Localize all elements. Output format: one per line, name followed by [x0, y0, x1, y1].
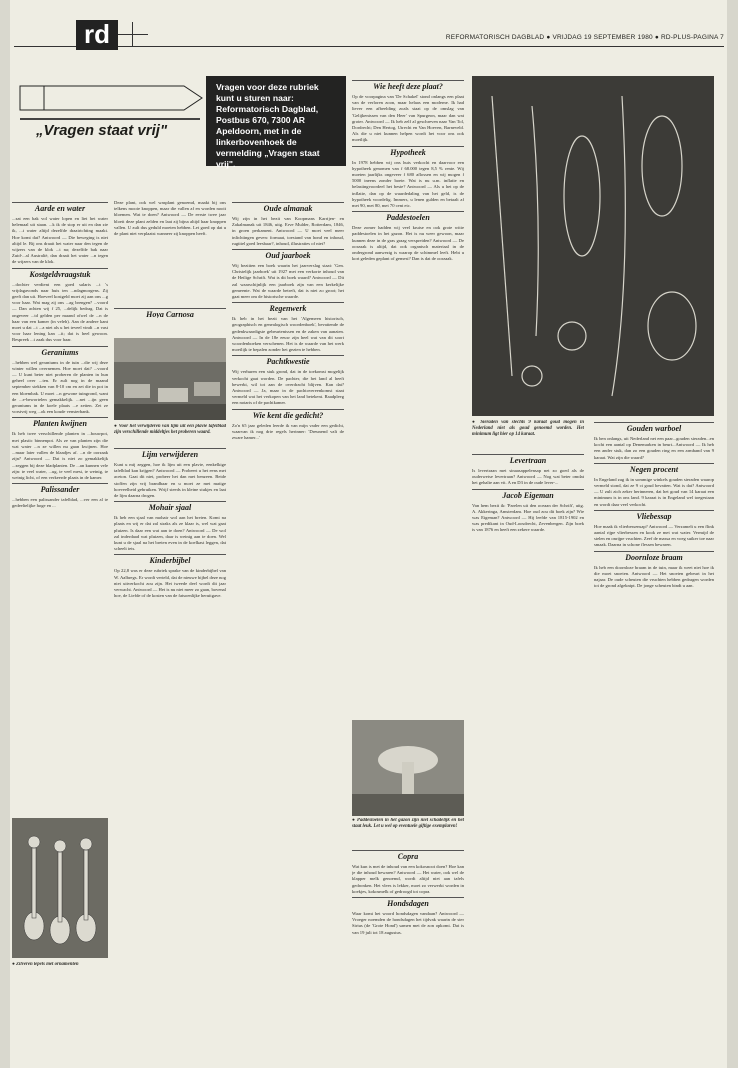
heading-levertraan: Levertraan	[472, 454, 584, 466]
heading-paddestoelen: Paddestoelen	[352, 211, 464, 223]
jewelry-illustration	[472, 76, 714, 416]
text-hondsdagen: Waar komt het woord hondsdagen vandaan? Antwoord — Vroeger noemden de hondsdagen het tijdvak waarin de ster Sirius (de 'Grote Hond') samen met de zon opkomt. Dat is van 19 juli tot 18 augustus.	[352, 911, 464, 935]
heading-pachtkwestie: Pachtkwestie	[232, 355, 344, 367]
text-aarde: ...zat een bak vol water lopen en liet het water helemaal uit staan. ...k ik de stop er uit en dan zie ik, ...t water altijd dezelfde draairichting maakt. Hoe komt dat? Antwoord — Die beweging is niet altijd le. Bij ons draait het water naar den tegen de wijzers van de klok ...t na; dezelfde bak naar Zuid-...al Australië, dan draait het water ...n tegen de wijzers van de klok.	[12, 216, 108, 265]
column-6	[594, 420, 714, 1048]
text-jacob: Van hem bezit ik: 'Parelen uit den oceaan der Schrift', uitg. A. Akkeringa, Amsterdam. Hoe oud zou dit boek zijn? Wie was Eigeman? Antwoord — Hij leefde van 1815-1902 en was predikant in Oud-Loosdrecht, Zevenbergen. Zijn boek is van 1876 en heeft een zekere waarde.	[472, 502, 584, 533]
heading-palissander: Palissander	[12, 483, 108, 495]
spoons-illustration	[12, 818, 108, 958]
heading-negen: Negen procent	[594, 463, 714, 475]
column-2-top	[114, 200, 226, 315]
text-lijm: Kunt u mij zeggen, hoe ik lijm uit een plavie, eenkelkige tafelblad kan krijgen? Antwoord — Probeert u het eens met aceton. Gaat dit niet, probeer het dan met benzeen. Beide stoffen zijn vrij brandbaar en u moet ze met matige hoeveelheid gebruiken. Wrijf steeds in kleine stukjes en laat de lijm daarna drogen.	[114, 462, 226, 499]
text-regenwerk: Ik heb in het bezit van het 'Algemeen historisch, geographisch en genealogisch woordenboek', bevattende de gedenkwaardigste gebeurtenissen en de zaken van aanzien. Antwoord — In de 18e eeuw zijn heel wat van dit soort woordenboeken verschenen. Het is de waarde van het werk moeilijk te bepalen zonder het gezien te hebben.	[232, 316, 344, 353]
caption-hoya: ● Voor het verwijderen van lijm uit een plavie tafelblad zijn verschillende middeltjes het proberen waard.	[114, 424, 226, 435]
column-2	[114, 446, 226, 1050]
heading-mohair: Mohair sjaal	[114, 501, 226, 513]
text-levertraan: Is levertraan met sinaasappelensap net zo goed als de ouderwetse levertraan? Antwoord — Nog wat beter omdat het gehalte aan vit. A en D3 in de oude lever-...	[472, 468, 584, 486]
text-goud: Ik ben onlangs, uit Nederland net een paar...gouden sieraden...en kocht een aantal op Denemarken in beurt...Antwoord — Ik heb een ander stuk, dan zo een gouden ring en een armband van 9 karaat. Wat zijn die waard?	[594, 436, 714, 460]
heading-vliebessap: Vliebessap	[594, 510, 714, 522]
column-4-bottom	[352, 848, 464, 1048]
heading-doornloze: Doornloze braam	[594, 551, 714, 563]
logo-cross-vline	[132, 22, 133, 46]
heading-lijm: Lijm verwijderen	[114, 448, 226, 460]
page-edge	[727, 0, 738, 1068]
caption-paddestoel: ● Paddestoelen in het gazon zijn niet schadelijk en het staat leuk. Let u wel op eventuele giftige exemplaren!	[352, 818, 464, 829]
logo-cross-line	[118, 34, 148, 35]
heading-goud: Gouden warboel	[594, 422, 714, 434]
text-almanak: Wij zijn in het bezit van Koopmans Karrijen- en Zakalmanak uit 1846, uitg. Erve Mulder, Rotterdam, 1846, in groen perkament. Antwoord — U moet veel meer inlichtingen geven: formaat, toestand van hond en inhoud, rugtitel goed leesbaar?, inhoud, illustraties of niet?	[232, 216, 344, 246]
rd-logo: rd	[76, 20, 118, 50]
hoya-heading-wrap	[114, 306, 226, 318]
feature-title: „Vragen staat vrij"	[36, 122, 168, 139]
column-4	[352, 78, 464, 718]
text-pachtkwestie: Wij verhuren een stuk grond, dat in de toekomst mogelijk verkocht gaat worden. De pachter, die het land al heeft bewerkt, wil tot aan de overdracht blijven. Kan dat? Antwoord — Ja, maar in de pachtovereenkomst staat vermeld wat het verkopen van het land betekent. Raadpleeg een notaris of de pachtkamer.	[232, 369, 344, 406]
mushroom-illustration	[352, 720, 464, 816]
spoons-photo	[12, 818, 108, 958]
text-kostgeld: ...dochter verdient een goed salaris ...t 's vrijdagavonds naar huis ten ...ndagmorgens. Zij geeft dan uit. Hoeveel kostgeld moet zij aan ons ...g voor haar. Wat mag zij ons ...ag brengen? ...voord — Dan achten wij f 25, ...delijk bedrag. Dat is ongeveer ...td gelden per maand ofwel de ...n de haar van een kamer (in veleh). Aan de andere kant moet u dat ...t ...a niet als u het teveel vindt ...n vast voor haar lening kan ...it; dat is heel gewoon. Bespreek ...t zaak dus voor haar.	[12, 281, 108, 343]
heading-geraniums: Geraniums	[12, 346, 108, 358]
column-3	[232, 200, 344, 1050]
heading-regenwerk: Regenwerk	[232, 302, 344, 314]
heading-hypotheek: Hypotheek	[352, 146, 464, 158]
heading-wiekent: Wie kent die gedicht?	[232, 409, 344, 421]
heading-jaarboek: Oud jaarboek	[232, 249, 344, 261]
heading-almanak: Oude almanak	[232, 202, 344, 214]
restaurant-illustration	[114, 338, 226, 420]
column-5	[472, 452, 584, 1048]
text-negen: In Engeland zag ik in sommige winkels gouden sieraden waarop vermeld stond, dat ze 9 ct goud bevatten. Wat is dat? Antwoord — U zult zich zeker herinneren, dat het goud van 14 karaat een minimum is in ons land. 9 karaat is in Engeland wel toegestaan en wordt daar veel verkocht.	[594, 476, 714, 507]
jewelry-photo	[472, 76, 714, 416]
text-hypotheek: In 1978 hebben wij ons huis verkocht en daarvoor een hypotheek genomen van f 68.000 tegen 8,5 % rente. Wij moeten jaarlijks ongeveer f 680 aflossen en wij mogen f 5000 ineens zonder boete. Wat is nu u.m. inflatie en belastingvoordeel het beste? Antwoord — Als u het op de inflatie, dan op de waardedaling van het geld, is de hypotheek voordelig. Immers, u lenen gulden en betaalt af met 90, met 80, met 70 cent etc.	[352, 159, 464, 209]
text-copra: Wat kun is met de inhoud van een kokosnoot doen? Hoe kan je die inhoud bewaren? Antwoord — Het water, ook wel de klapper melk genoemd, wordt altijd niet aan tafels gedronken. Het vlees is lekker, moet zo verwerkt worden in koekjes, kokosmelk of gedroogd tot copra.	[352, 864, 464, 894]
text-doornloze: Ik heb een doornloze braam in de tuin, maar ik weet niet hoe ik die moet snoeien. Antwoord — Het snoeien gebeurt in het najaar. De oude scheuten die vruchten hebben gedragen worden tot de grond afgeknipt. De jonge scheuten bindt u aan.	[594, 564, 714, 589]
heading-kinderbijbel: Kinderbijbel	[114, 554, 226, 566]
heading-copra: Copra	[352, 850, 464, 862]
text-jaarboek: Wij bezitten een boek waarin het jaarverslag staat: 'Gen. Christelijk jaarboek' uit 1927 met een verkorte inhoud van de Heilige Schrift. Wat is dit boek waard? Antwoord — Dit zal waarschijnlijk een jaarboek zijn van een kerkelijke gemeente. Wat de waarde betreft, dat is niet zo groot; het gaat meer om de historische waarde.	[232, 263, 344, 300]
text-hoya: Deze plant, ook wel wasplant genoemd, maakt bij ons telkens mooie knoppen, maar die vallen af en worden nooit bloemen. Wat te doen? Antwoord — De eerste twee jaar bloeit deze plant zelden en laat zij bijna altijd haar knoppen vallen. U zult dus geduld moeten hebben. Let goed op dat u de plant niet verplaatst wanneer zij knoppen heeft.	[114, 200, 226, 237]
text-vliebessap: Hoe maak ik vlierbessensap? Antwoord — Verzamelt u een flink aantal rijpe vlierbessen en kook ze met wat water. Vermijd de stelen en onrijpe vruchten. Zeef de massa en voeg suiker toe naar smaak. Daarna in schone flessen bewaren.	[594, 523, 714, 548]
heading-wiedeplaat: Wie heeft deze plaat?	[352, 80, 464, 92]
text-geraniums: ...hebben wel geraniums in de tuin ...die wij deze winter willen overnemen. Hoe moet dat? ...voord — U kunt beter niet proberen de planten in hun geheel over ...ten. Er zult nog in de maand september stekken van 8-10 cm en zet die in pot in een bloembak. U moet ...n gewone tuingrond, want de ...e-bewortelen gemakkelijk. ...net ...ijn geen geraniums in de koele plaats ...e zetten. Zet ze vorstvrij weg ...ok een koude vensterbank.	[12, 359, 108, 415]
text-kinderbijbel: Op 22,8 was er deze rubriek sprake van de kinderbijbel van W. Aalbregs. Er wordt verteld, dat de nieuwe bijbel deze nog niet uitverkocht zou zijn. Het tweede deel wordt dit jaar verwacht. Antwoord — Het is nu niet meer zo gaan, bovenal hoe, de Liefde of de kosten van de fatsoenlijke heruitgave.	[114, 568, 226, 599]
send-questions-text: Vragen voor deze rubriek kunt u sturen naar: Reformatorisch Dagblad, Postbus 670, 7300 AR Apeldoorn, met in de linkerbovenhoek de vermelding „Vragen staat vrij".	[216, 82, 320, 169]
text-planten: Ik heb twee verschillende planten in ...bouwpot, met plastic binnenpot. Als ze van planten zijn die wat water ...n ze willen nu gaan kwijnen. Hoe ...maar later vallen de blaadjes af. ...n de oorzaak zijn? Antwoord — Dat is niet zo gemakkelijk ...zeggen bij deze bladplanten. De ...an kunnen vele zijn: te veel water, ...ug, te veel mest, te weinig, te weinig licht, of een verkeerde plaats in de kamer.	[12, 431, 108, 480]
heading-planten: Planten kwijnen	[12, 417, 108, 429]
caption-sieraden: ● Sieraden van slechts 9 karaat goud mogen in Nederland niet als goud genoemd worden. Het minimum ligt hier op 14 karaat.	[472, 420, 584, 437]
heading-aarde: Aarde en water	[12, 202, 108, 214]
text-palissander: ...hebben een palissander tafelblad, ...ver een al te gedeeltelijke hoge en ...	[12, 497, 108, 509]
caption-lepels: ● Zilveren lepels met ornamenten	[12, 962, 79, 967]
send-questions-box	[206, 76, 346, 169]
heading-hondsdagen: Hondsdagen	[352, 897, 464, 909]
restaurant-photo	[114, 338, 226, 420]
masthead-text: REFORMATORISCH DAGBLAD ● VRIJDAG 19 SEPTEMBER 1980 ● RD-PLUS-PAGINA 7	[445, 34, 724, 41]
heading-hoya: Hoya Carnosa	[114, 308, 226, 318]
page-fold-shadow	[0, 0, 10, 1068]
heading-jacob: Jacob Eigeman	[472, 489, 584, 501]
text-mohair: Ik heb een sjaal van mohair wol aan het breien. Komt na plaats en wij er dat zal straks als ze klaar is, wel wat gaat pluizen. Is daar een wat aan te doen? Antwoord — De wol zal inderdaad wat pluizen, daar is weinig aan te doen. Wel kunt u de sjaal na het breien even in de koelkast leggen, dat scheelt iets.	[114, 515, 226, 552]
masthead-bar	[14, 34, 724, 47]
mushroom-photo	[352, 720, 464, 816]
text-wiekent: Zo'n 65 jaar geleden leerde ik van mijn vader een gedicht, waarvan ik nog drie regels herinner: 'Dreunend valt de zware hamer...'	[232, 422, 344, 441]
text-paddestoelen: Deze zomer hadden wij veel kruise en ook grote witte paddestoelen in het gazon. Het is nu weer gewoon, maar kunnen deze in de gras graag verspreiden? Antwoord — De oorzaak is altijd, dat ook organisch materiaal in de ondergrond aanwezig is waarop de schimmel leeft. Hebt u kort geleden geplant of gemest? Dan is dat de oorzaak.	[352, 225, 464, 262]
text-wiedeplaat: Op de voorpagina van 'De Schakel' stond onlangs een plaat van de verloren zoon, maar helaas een moderne. Ik had liever een afbeelding zoals staat op de omslag van 'Gelijkenissen van den Heer' van Spurgeon, maar dan wat groter. Antwoord — Ik heb zelf al geschreven naar Van Tol, Dordrecht; Den Hertog, Utrecht en Van Hoeven, Barneveld. Als die u niet kunnen helpen wordt het voor ons ook moeilijk.	[352, 94, 464, 143]
heading-kostgeld: Kostgeldvraagstuk	[12, 268, 108, 280]
